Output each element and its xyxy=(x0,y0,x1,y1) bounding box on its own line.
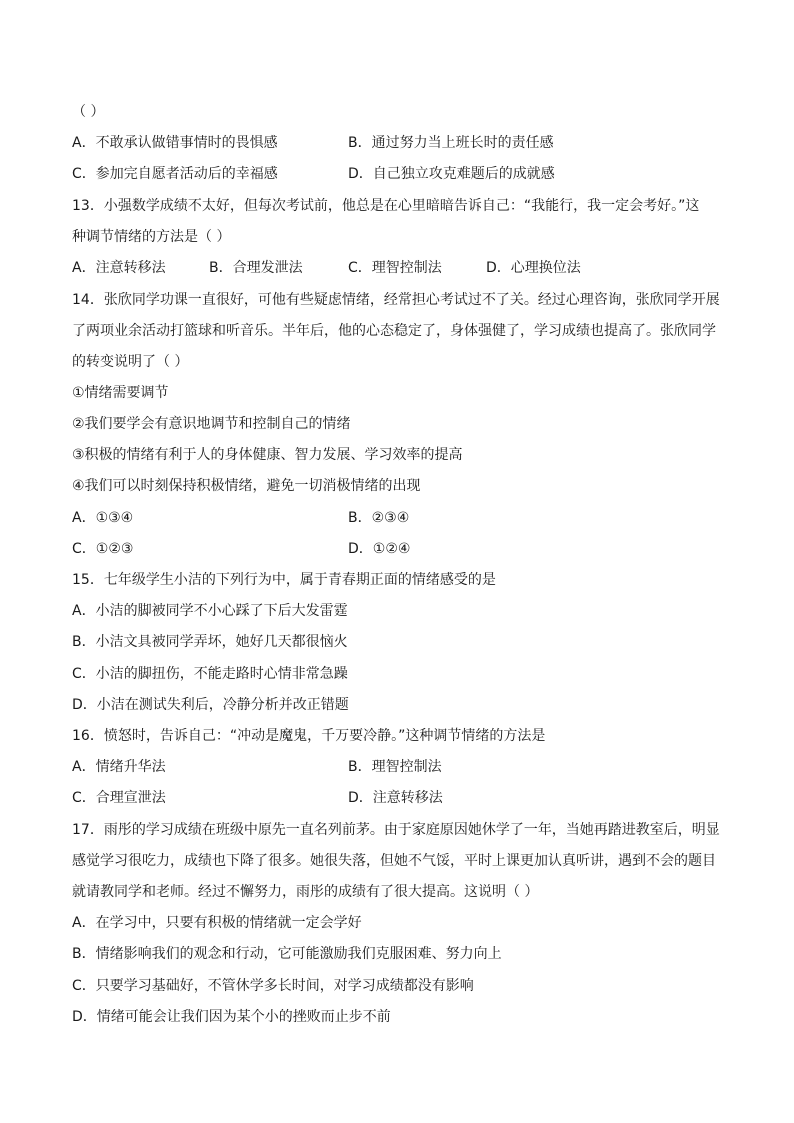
q17-stem-line-1: 17．雨彤的学习成绩在班级中原先一直名列前茅。由于家庭原因她休学了一年，当她再踏进教室后，明显 xyxy=(72,822,720,838)
q14-option-c[interactable]: C．①②③ xyxy=(72,541,134,557)
q12-option-b[interactable]: B．通过努力当上班长时的责任感 xyxy=(348,135,554,151)
q13-stem-line-2: 种调节情绪的方法是（ ） xyxy=(72,229,231,245)
q13-stem-line-1: 13．小强数学成绩不太好，但每次考试前，他总是在心里暗暗告诉自己：“我能行，我一定会考好。”这 xyxy=(72,198,700,214)
q17-option-a[interactable]: A．在学习中，只要有积极的情绪就一定会学好 xyxy=(72,915,362,931)
q16-option-b[interactable]: B．理智控制法 xyxy=(348,759,442,775)
q16-option-a[interactable]: A．情绪升华法 xyxy=(72,759,166,775)
q17-option-d[interactable]: D．情绪可能会让我们因为某个小的挫败而止步不前 xyxy=(72,1009,391,1025)
q17-stem-line-3: 就请教同学和老师。经过不懈努力，雨彤的成绩有了很大提高。这说明（ ） xyxy=(72,884,539,900)
q13-option-b[interactable]: B．合理发泄法 xyxy=(209,260,303,276)
q12-option-d[interactable]: D．自己独立攻克难题后的成就感 xyxy=(348,166,555,182)
q15-option-c[interactable]: C．小洁的脚扭伤，不能走路时心情非常急躁 xyxy=(72,666,348,682)
q16-option-c[interactable]: C．合理宣泄法 xyxy=(72,790,166,806)
q15-option-a[interactable]: A．小洁的脚被同学不小心踩了下后大发雷霆 xyxy=(72,603,348,619)
q14-statement-1: ①情绪需要调节 xyxy=(72,385,169,401)
q13-option-a[interactable]: A．注意转移法 xyxy=(72,260,166,276)
q17-stem-line-2: 感觉学习很吃力，成绩也下降了很多。她很失落，但她不气馁，平时上课更加认真听讲，遇到不会的题目 xyxy=(72,853,716,869)
q14-option-a[interactable]: A．①③④ xyxy=(72,510,134,526)
q15-option-b[interactable]: B．小洁文具被同学弄坏，她好几天都很恼火 xyxy=(72,634,348,650)
q14-stem-line-1: 14．张欣同学功课一直很好，可他有些疑虑情绪，经常担心考试过不了关。经过心理咨询，张欣同学开展 xyxy=(72,292,720,308)
q15-stem: 15．七年级学生小洁的下列行为中，属于青春期正面的情绪感受的是 xyxy=(72,572,496,588)
q14-statement-3: ③积极的情绪有利于人的身体健康、智力发展、学习效率的提高 xyxy=(72,447,463,463)
q14-statement-2: ②我们要学会有意识地调节和控制自己的情绪 xyxy=(72,416,351,432)
q12-option-a[interactable]: A．不敢承认做错事情时的畏惧感 xyxy=(72,135,278,151)
q17-option-c[interactable]: C．只要学习基础好，不管休学多长时间，对学习成绩都没有影响 xyxy=(72,978,474,994)
q15-option-d[interactable]: D．小洁在测试失利后，冷静分析并改正错题 xyxy=(72,697,349,713)
q14-stem-line-3: 的转变说明了（ ） xyxy=(72,354,189,370)
q12-stem-tail: （ ） xyxy=(72,104,105,120)
q17-option-b[interactable]: B．情绪影响我们的观念和行动，它可能激励我们克服困难、努力向上 xyxy=(72,946,502,962)
q14-stem-line-2: 了两项业余活动打篮球和听音乐。半年后，他的心态稳定了，身体强健了，学习成绩也提高了。张欣同学 xyxy=(72,323,716,339)
q14-statement-4: ④我们可以时刻保持积极情绪，避免一切消极情绪的出现 xyxy=(72,478,421,494)
q12-option-c[interactable]: C．参加完自愿者活动后的幸福感 xyxy=(72,166,278,182)
q16-option-d[interactable]: D．注意转移法 xyxy=(348,790,443,806)
q14-option-b[interactable]: B．②③④ xyxy=(348,510,410,526)
q14-option-d[interactable]: D．①②④ xyxy=(348,541,411,557)
q13-option-d[interactable]: D．心理换位法 xyxy=(486,260,581,276)
q13-option-c[interactable]: C．理智控制法 xyxy=(348,260,442,276)
q16-stem: 16．愤怒时，告诉自己：“冲动是魔鬼，千万要冷静。”这种调节情绪的方法是 xyxy=(72,728,546,744)
